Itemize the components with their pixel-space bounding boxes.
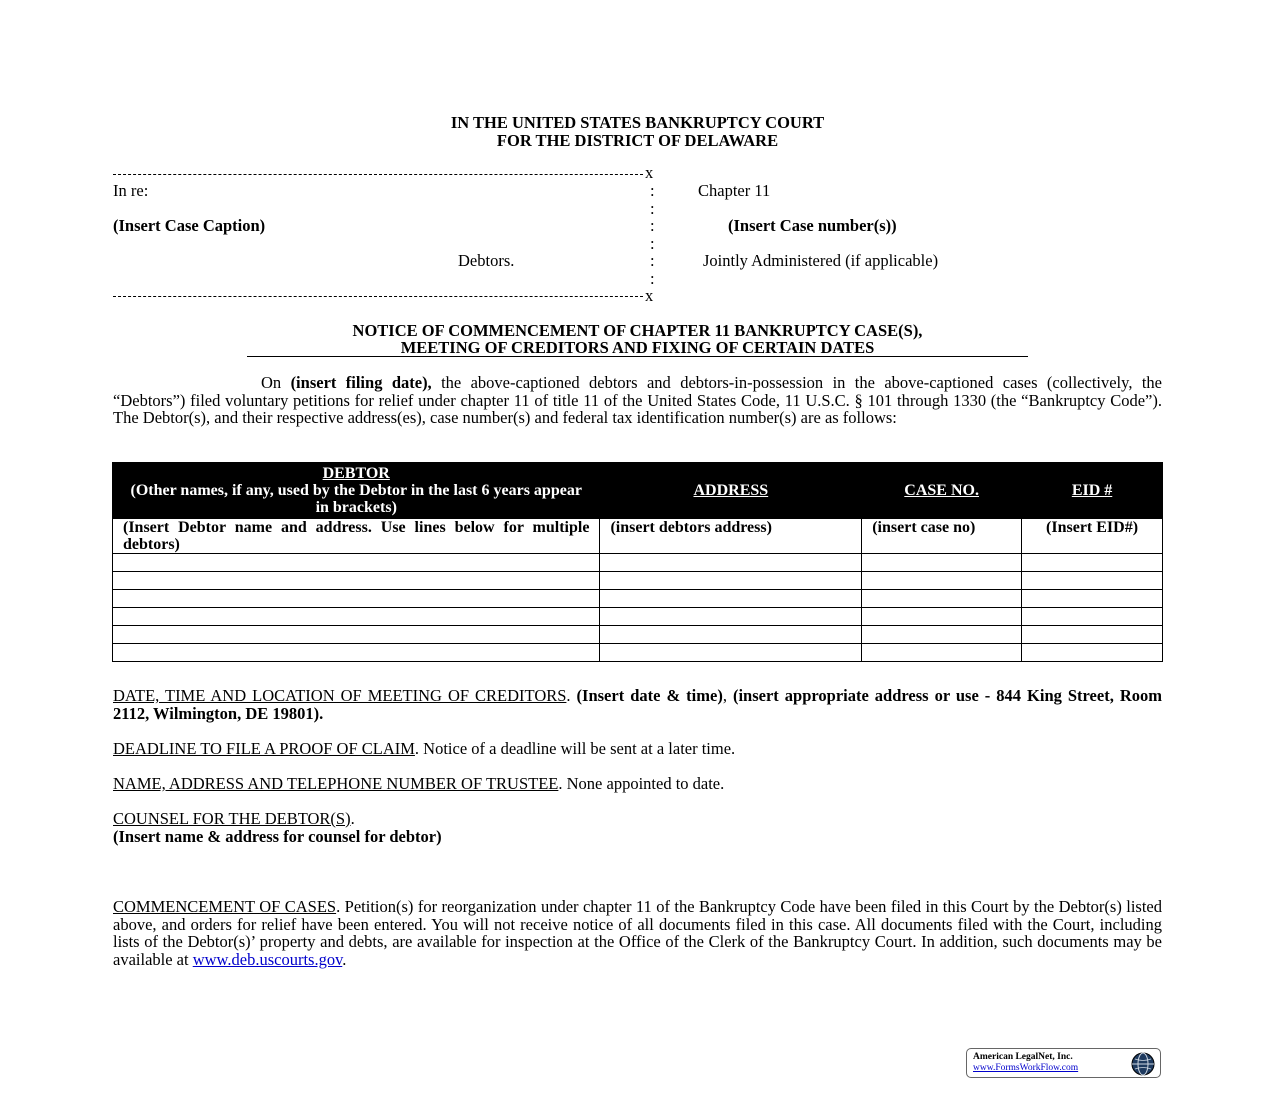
cell-debtor: (Insert Debtor name and address. Use lines below for multiple debtors) <box>113 519 600 554</box>
commencement-section <box>113 898 1162 968</box>
caption-colon: : <box>650 251 655 270</box>
meeting-address: (insert appropriate address or use - 844 King Street, Room 2112, Wilmington, DE 19801). <box>113 686 1162 723</box>
case-caption: (Insert Case Caption) <box>113 216 266 235</box>
counsel-label: COUNSEL FOR THE DEBTOR(S) <box>113 809 351 828</box>
notice-title-line2: MEETING OF CREDITORS AND FIXING OF CERTAIN DATES <box>247 339 1028 357</box>
header-case-no: CASE NO. <box>862 463 1022 519</box>
meeting-date: (Insert date & time) <box>576 686 723 705</box>
commencement-end: . <box>342 949 347 969</box>
counsel-dot: . <box>350 809 355 828</box>
cell-address: (insert debtors address) <box>600 519 862 554</box>
intro-paragraph <box>113 374 1162 427</box>
american-legalnet-logo[interactable] <box>966 1048 1161 1078</box>
debtor-table <box>112 462 1163 662</box>
debtors-label: Debtors. <box>458 251 515 270</box>
deadline-text: . Notice of a deadline will be sent at a later time. <box>414 739 736 758</box>
meeting-label: DATE, TIME AND LOCATION OF MEETING OF CREDITORS <box>113 686 567 705</box>
logo-company: American LegalNet, Inc. <box>973 1052 1073 1062</box>
caption-top-rule <box>113 174 643 175</box>
caption-colon: : <box>650 234 655 253</box>
header-debtor-title: DEBTOR <box>322 465 390 482</box>
globe-icon <box>1130 1051 1156 1077</box>
case-number: (Insert Case number(s)) <box>728 216 897 235</box>
in-re-label: In re: <box>113 181 149 200</box>
meeting-section <box>113 687 1162 722</box>
table-row <box>113 644 1163 662</box>
commencement-text: . Petition(s) for reorganization under chapter 11 of the Bankruptcy Code have been filed in this Court by the Debtor(s) listed above, and orders for relief have been entered. You will not receive notice of all documents filed in this case. All documents filed with the Court, including lists of the Debtor(s)’ property and debts, are available for inspection at the Office of the Clerk of the Bankruptcy Court. In addition, such documents may be available at <box>113 897 1162 969</box>
header-debtor <box>113 463 600 519</box>
commencement-label: COMMENCEMENT OF CASES <box>113 897 337 916</box>
notice-title-line1: NOTICE OF COMMENCEMENT OF CHAPTER 11 BANKRUPTCY CASE(S), <box>352 321 923 340</box>
table-row <box>113 572 1163 590</box>
table-row <box>113 554 1163 572</box>
meeting-dot: . <box>566 686 577 705</box>
trustee-text: . None appointed to date. <box>558 774 725 793</box>
table-row <box>113 626 1163 644</box>
caption-colon: : <box>650 181 655 200</box>
jointly-administered: Jointly Administered (if applicable) <box>703 251 939 270</box>
court-name: IN THE UNITED STATES BANKRUPTCY COURT <box>450 113 825 132</box>
trustee-label: NAME, ADDRESS AND TELEPHONE NUMBER OF TRUSTEE <box>113 774 559 793</box>
header-debtor-subtitle: (Other names, if any, used by the Debtor in the last 6 years appear in brackets) <box>130 482 582 516</box>
intro-filing-date: (insert filing date), <box>290 373 432 392</box>
intro-on: On <box>261 373 291 392</box>
meeting-comma: , <box>722 686 733 705</box>
table-row <box>113 590 1163 608</box>
caption-colon: : <box>650 199 655 218</box>
caption-bottom-rule <box>113 296 643 297</box>
deadline-label: DEADLINE TO FILE A PROOF OF CLAIM <box>113 739 415 758</box>
counsel-section <box>113 810 355 828</box>
deadline-section <box>113 740 735 758</box>
header-eid: EID # <box>1022 463 1163 519</box>
caption-colon: : <box>650 269 655 288</box>
trustee-section <box>113 775 724 793</box>
table-row <box>113 519 1163 554</box>
cell-case-no: (insert case no) <box>862 519 1022 554</box>
court-website-link[interactable]: www.deb.uscourts.gov <box>192 949 343 969</box>
caption-colon: : <box>650 216 655 235</box>
chapter-label: Chapter 11 <box>698 181 771 200</box>
header-address: ADDRESS <box>600 463 862 519</box>
table-row <box>113 608 1163 626</box>
logo-url: www.FormsWorkFlow.com <box>973 1063 1079 1073</box>
cell-eid: (Insert EID#) <box>1022 519 1163 554</box>
intro-rest: the above-captioned debtors and debtors-in-possession in the above-captioned cases (collectively, the “Debtors”) filed voluntary petitions for relief under chapter 11 of title 11 of the United States Code, 11 U.S.C. § 101 through 1330 (the “Bankruptcy Code”). The Debtor(s), and their respective address(es), case number(s) and federal tax identification number(s) are as follows: <box>113 373 1162 428</box>
court-district: FOR THE DISTRICT OF DELAWARE <box>496 131 779 150</box>
counsel-text: (Insert name & address for counsel for debtor) <box>113 827 442 846</box>
table-header-row <box>113 463 1163 519</box>
caption-bottom-x: x <box>645 286 654 305</box>
caption-top-x: x <box>645 163 654 182</box>
